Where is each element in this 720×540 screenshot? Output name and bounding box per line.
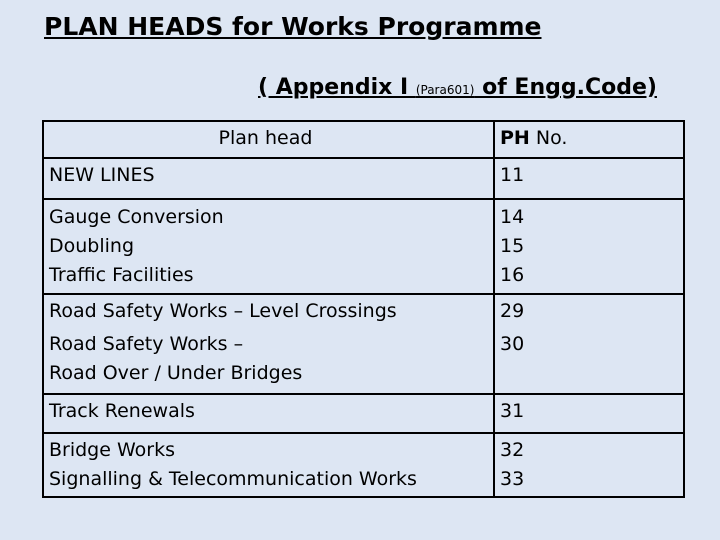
table-header-row bbox=[43, 121, 684, 158]
plan-head-cell bbox=[43, 294, 494, 394]
ph-no-column-header: PH No. bbox=[494, 121, 684, 158]
plan-head-item: Signalling & Telecommunication Works bbox=[49, 468, 417, 490]
table-row bbox=[43, 294, 684, 394]
plan-head-item: Road Safety Works – bbox=[49, 333, 244, 355]
subtitle-suffix: of Engg.Code) bbox=[474, 75, 657, 100]
ph-number: 29 bbox=[500, 300, 525, 322]
table-row bbox=[43, 199, 684, 294]
plan-head-item: Doubling bbox=[49, 235, 135, 257]
ph-number: 30 bbox=[500, 333, 525, 355]
table-row bbox=[43, 433, 684, 497]
ph-number: 11 bbox=[500, 164, 525, 186]
ph-number-cell bbox=[494, 199, 684, 294]
plan-head-item: Gauge Conversion bbox=[49, 206, 224, 228]
plan-heads-table bbox=[42, 120, 685, 498]
ph-number: 15 bbox=[500, 235, 525, 257]
plan-head-item: NEW LINES bbox=[49, 164, 155, 186]
ph-number-cell bbox=[494, 433, 684, 497]
plan-head-cell bbox=[43, 394, 494, 433]
plan-head-cell bbox=[43, 199, 494, 294]
ph-number-cell bbox=[494, 294, 684, 394]
subtitle bbox=[258, 74, 657, 104]
ph-number-cell bbox=[494, 394, 684, 433]
ph-number: 33 bbox=[500, 468, 525, 490]
plan-head-column-header: Plan head bbox=[43, 121, 494, 158]
ph-number: 31 bbox=[500, 400, 525, 422]
ph-number-cell bbox=[494, 158, 684, 199]
ph-number: 14 bbox=[500, 206, 525, 228]
plan-head-item: Road Over / Under Bridges bbox=[49, 362, 303, 384]
ph-number: 16 bbox=[500, 264, 525, 286]
subtitle-prefix: ( Appendix I bbox=[258, 75, 416, 100]
plan-head-cell bbox=[43, 158, 494, 199]
page-title: PLAN HEADS for Works Programme bbox=[44, 12, 542, 41]
table-row bbox=[43, 394, 684, 433]
subtitle-para-reference: (Para601) bbox=[415, 83, 475, 97]
plan-head-item: Traffic Facilities bbox=[49, 264, 194, 286]
table-row bbox=[43, 158, 684, 199]
ph-number: 32 bbox=[500, 439, 525, 461]
plan-head-cell bbox=[43, 433, 494, 497]
plan-head-item: Track Renewals bbox=[49, 400, 195, 422]
plan-head-item: Road Safety Works – Level Crossings bbox=[49, 300, 397, 322]
plan-head-item: Bridge Works bbox=[49, 439, 175, 461]
